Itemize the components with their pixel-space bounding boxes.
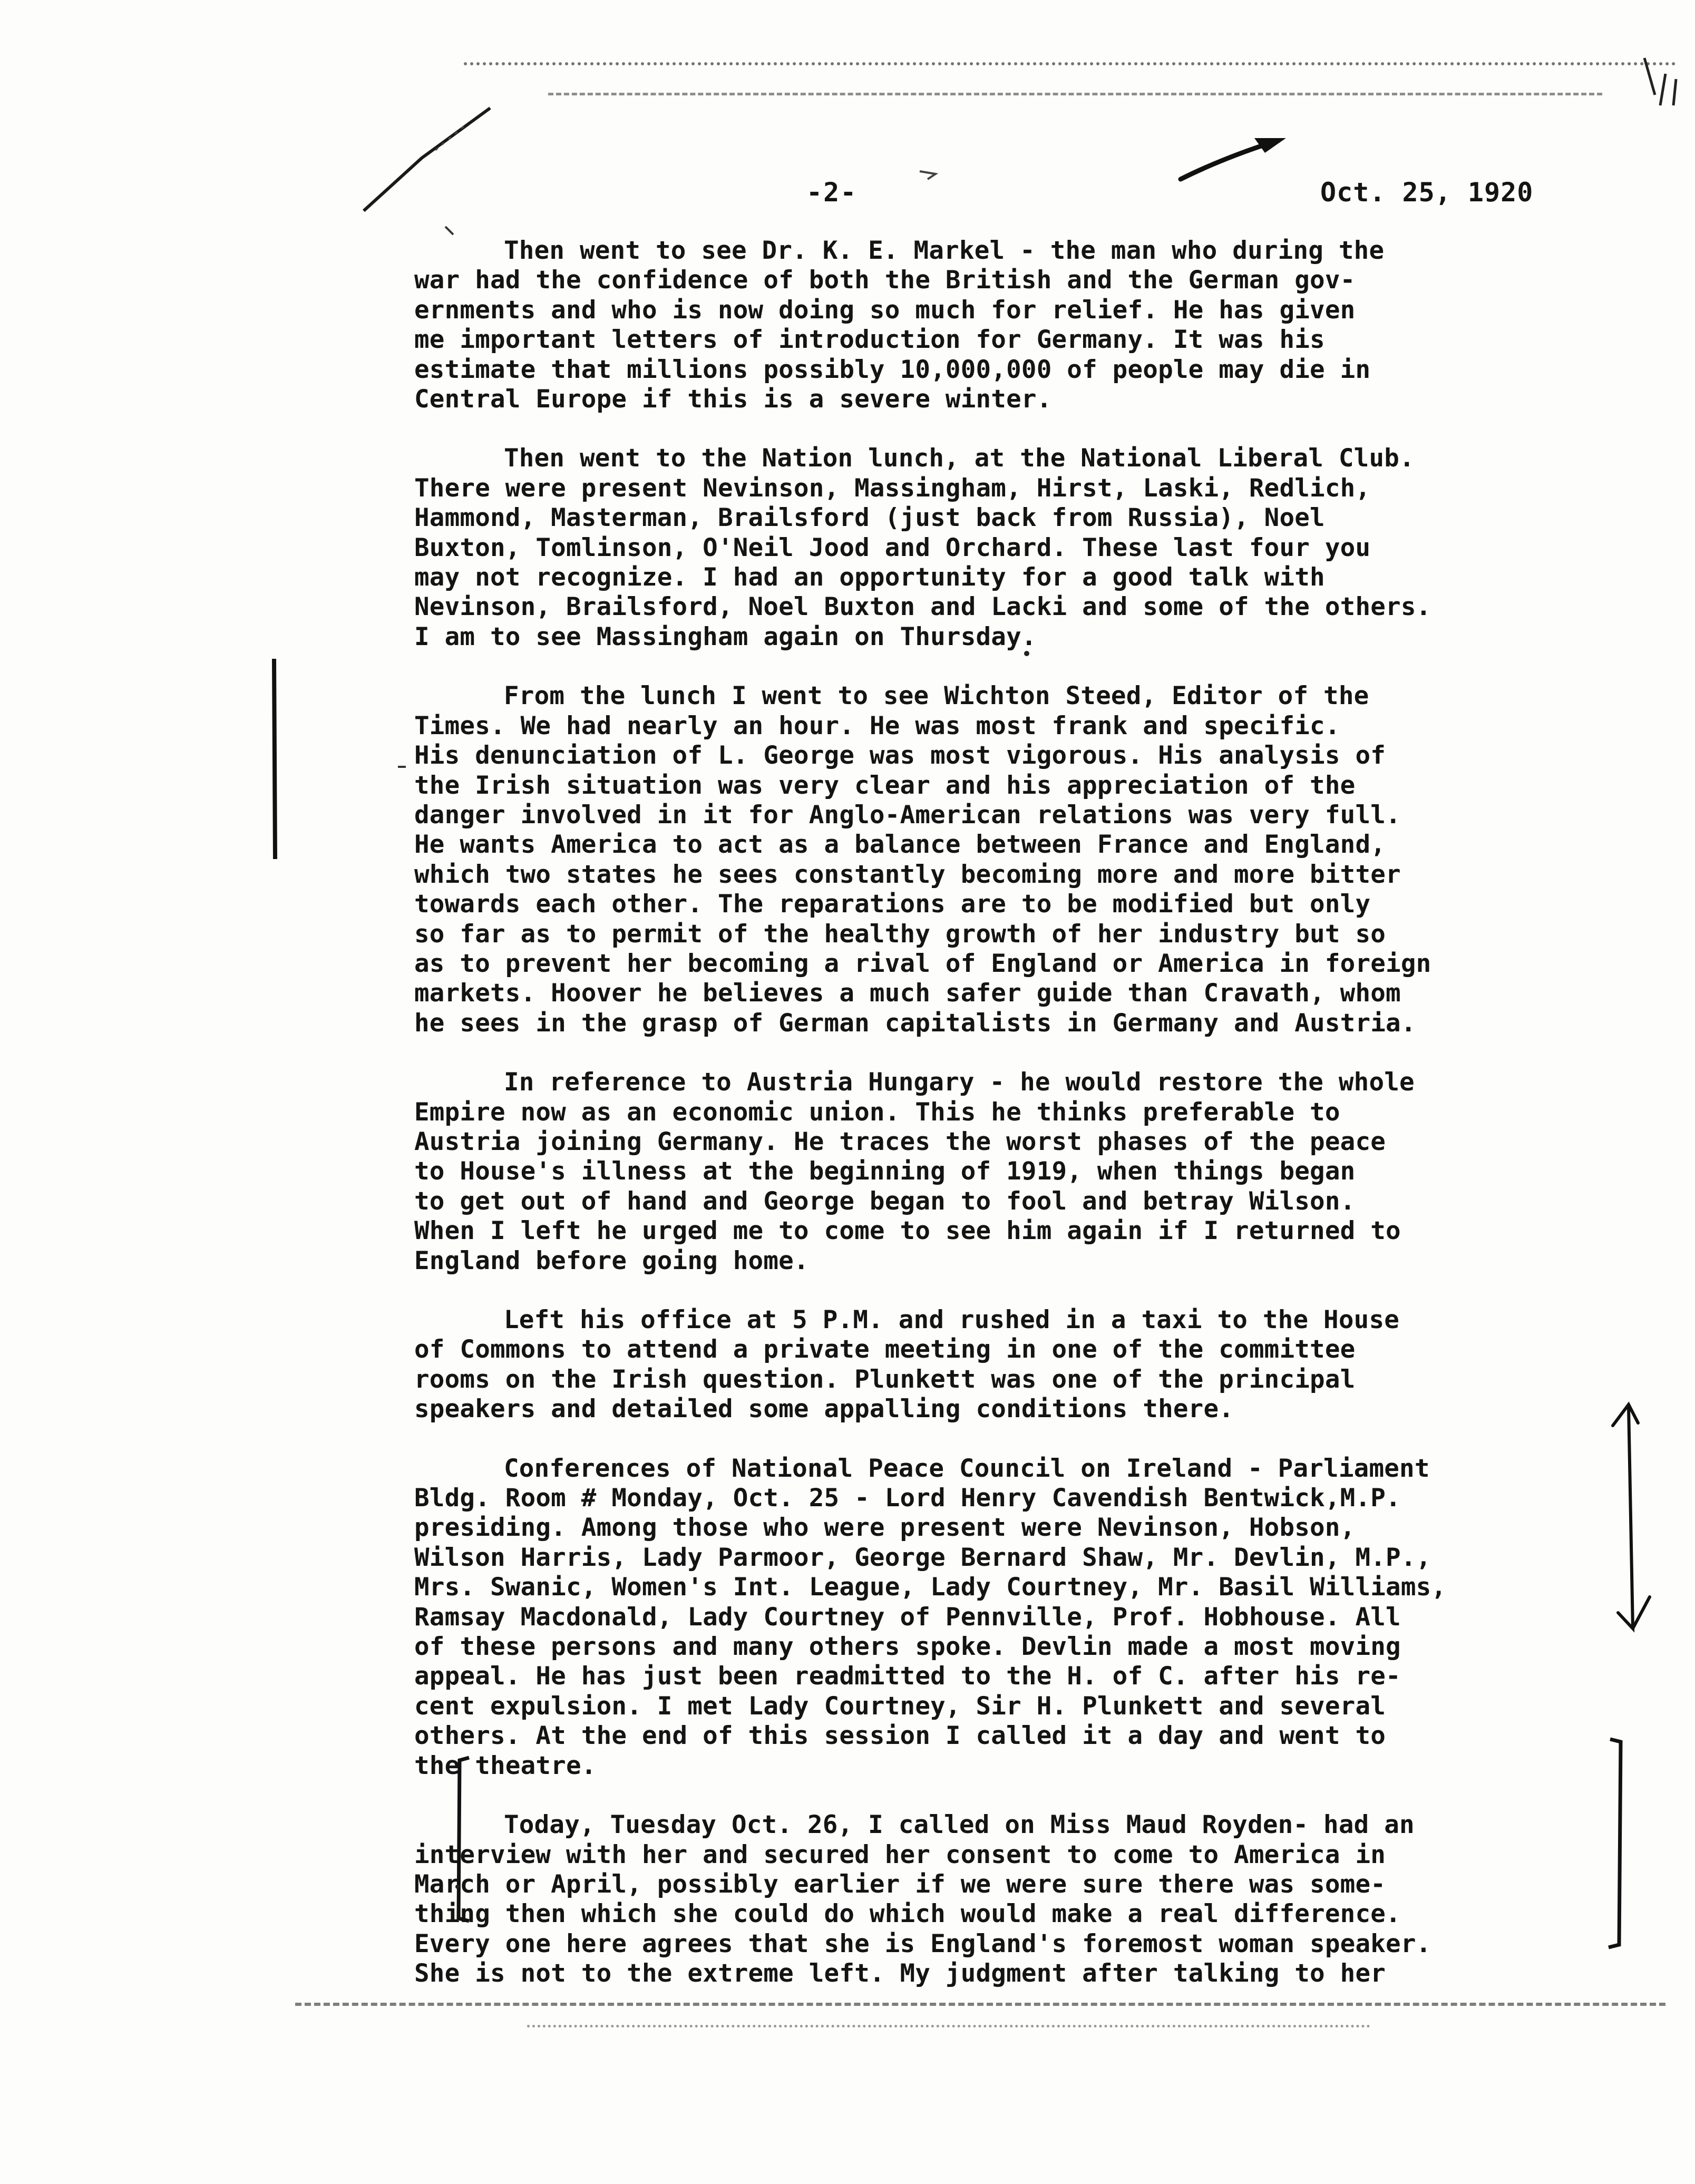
left-margin-line bbox=[274, 659, 275, 859]
corner-scribble bbox=[1644, 58, 1676, 105]
page-number: -2- bbox=[806, 177, 858, 208]
corner-fold-line bbox=[364, 108, 490, 211]
right-bracket-final bbox=[1609, 1739, 1621, 1947]
paragraph-peace-council-text: Conferences of National Peace Council on Ireland - Parliament Bldg. Room # Monday, Oct. 25 - Lord Henry Cavendish Bentwick,M.P. presiding. Among those who were present were Nevinson, Hobson, Wilson Harris, Lady Parmoor, George Bernard Shaw, Mr. Devlin, M.P., Mrs. Swanic, Women's Int. League, Lady Courtney, Mr. Basil Williams, Ramsay Macdonald, Lady Courtney of Pennville, Prof. Hobhouse. All of these persons and many others spoke. Devlin made a most moving appeal. He has just been readmitted to the H. of C. after his re- cent expulsion. I met Lady Courtney, Sir H. Plunkett and several others. At the end of this session I called it a day and went to the theatre. bbox=[414, 1454, 1447, 1780]
paragraph-markel bbox=[414, 236, 1600, 414]
letter-body bbox=[414, 236, 1600, 2019]
paragraph-nation-lunch-text: Then went to the Nation lunch, at the National Liberal Club. There were present Nevinson, Massingham, Hirst, Laski, Redlich, Hammond, Masterman, Brailsford (just back from Russia), Noel Buxton, Tomlinson, O'Neil Jood and Orchard. These last four you may not recognize. I had an opportunity for a good talk with Nevinson, Brailsford, Noel Buxton and Lacki and some of the others. I am to see Massingham again on Thursday. bbox=[414, 444, 1431, 651]
paragraph-steed bbox=[414, 681, 1600, 1038]
paragraph-commons bbox=[414, 1305, 1600, 1425]
paragraph-steed-text: From the lunch I went to see Wichton Steed, Editor of the Times. We had nearly an hour. He was most frank and specific. His denunciation of L. George was most vigorous. His analysis of the Irish situation was very clear and his appreciation of the danger involved in it for Anglo-American relations was very full. He wants America to act as a balance between France and England, which two states he sees constantly becoming more and more bitter towards each other. The reparations are to be modified but only so far as to permit of the healthy growth of her industry but so as to prevent her becoming a rival of England or America in foreign markets. Hoover he believes a much safer guide than Cravath, whom he sees in the grasp of German capitalists in Germany and Austria. bbox=[414, 681, 1431, 1038]
paragraph-royden bbox=[414, 1810, 1600, 1988]
paragraph-nation-lunch bbox=[414, 444, 1600, 652]
stray-mark-header bbox=[920, 171, 936, 179]
paragraph-markel-text: Then went to see Dr. K. E. Markel - the man who during the war had the confidence of both the British and the German gov- ernments and who is now doing so much for relief. He has given me important letters of introduction for Germany. It was his estimate that millions possibly 10,000,000 of people may die in Central Europe if this is a severe winter. bbox=[414, 236, 1385, 414]
letter-date: Oct. 25, 1920 bbox=[1320, 177, 1534, 208]
paragraph-royden-text: Today, Tuesday Oct. 26, I called on Miss Maud Royden- had an interview with her and secured her consent to come to America in March or April, possibly earlier if we were sure there was some- thing then which she could do which would make a real difference. Every one here agrees that she is England's foremost woman speaker. She is not to the extreme left. My judgment after talking to her bbox=[414, 1810, 1431, 1988]
paragraph-austria-text: In reference to Austria Hungary - he would restore the whole Empire now as an economic union. This he thinks preferable to Austria joining Germany. He traces the worst phases of the peace to House's illness at the beginning of 1919, when things began to get out of hand and George began to fool and betray Wilson. When I left he urged me to come to see him again if I returned to England before going home. bbox=[414, 1068, 1415, 1275]
paragraph-austria bbox=[414, 1068, 1600, 1276]
left-margin-tick-1 bbox=[445, 227, 453, 235]
paragraph-peace-council bbox=[414, 1454, 1600, 1781]
right-arrow-bracket bbox=[1613, 1405, 1650, 1629]
paragraph-commons-text: Left his office at 5 P.M. and rushed in a taxi to the House of Commons to attend a private meeting in one of the committee rooms on the Irish question. Plunkett was one of the principal speakers and detailed some appalling conditions there. bbox=[414, 1305, 1400, 1424]
